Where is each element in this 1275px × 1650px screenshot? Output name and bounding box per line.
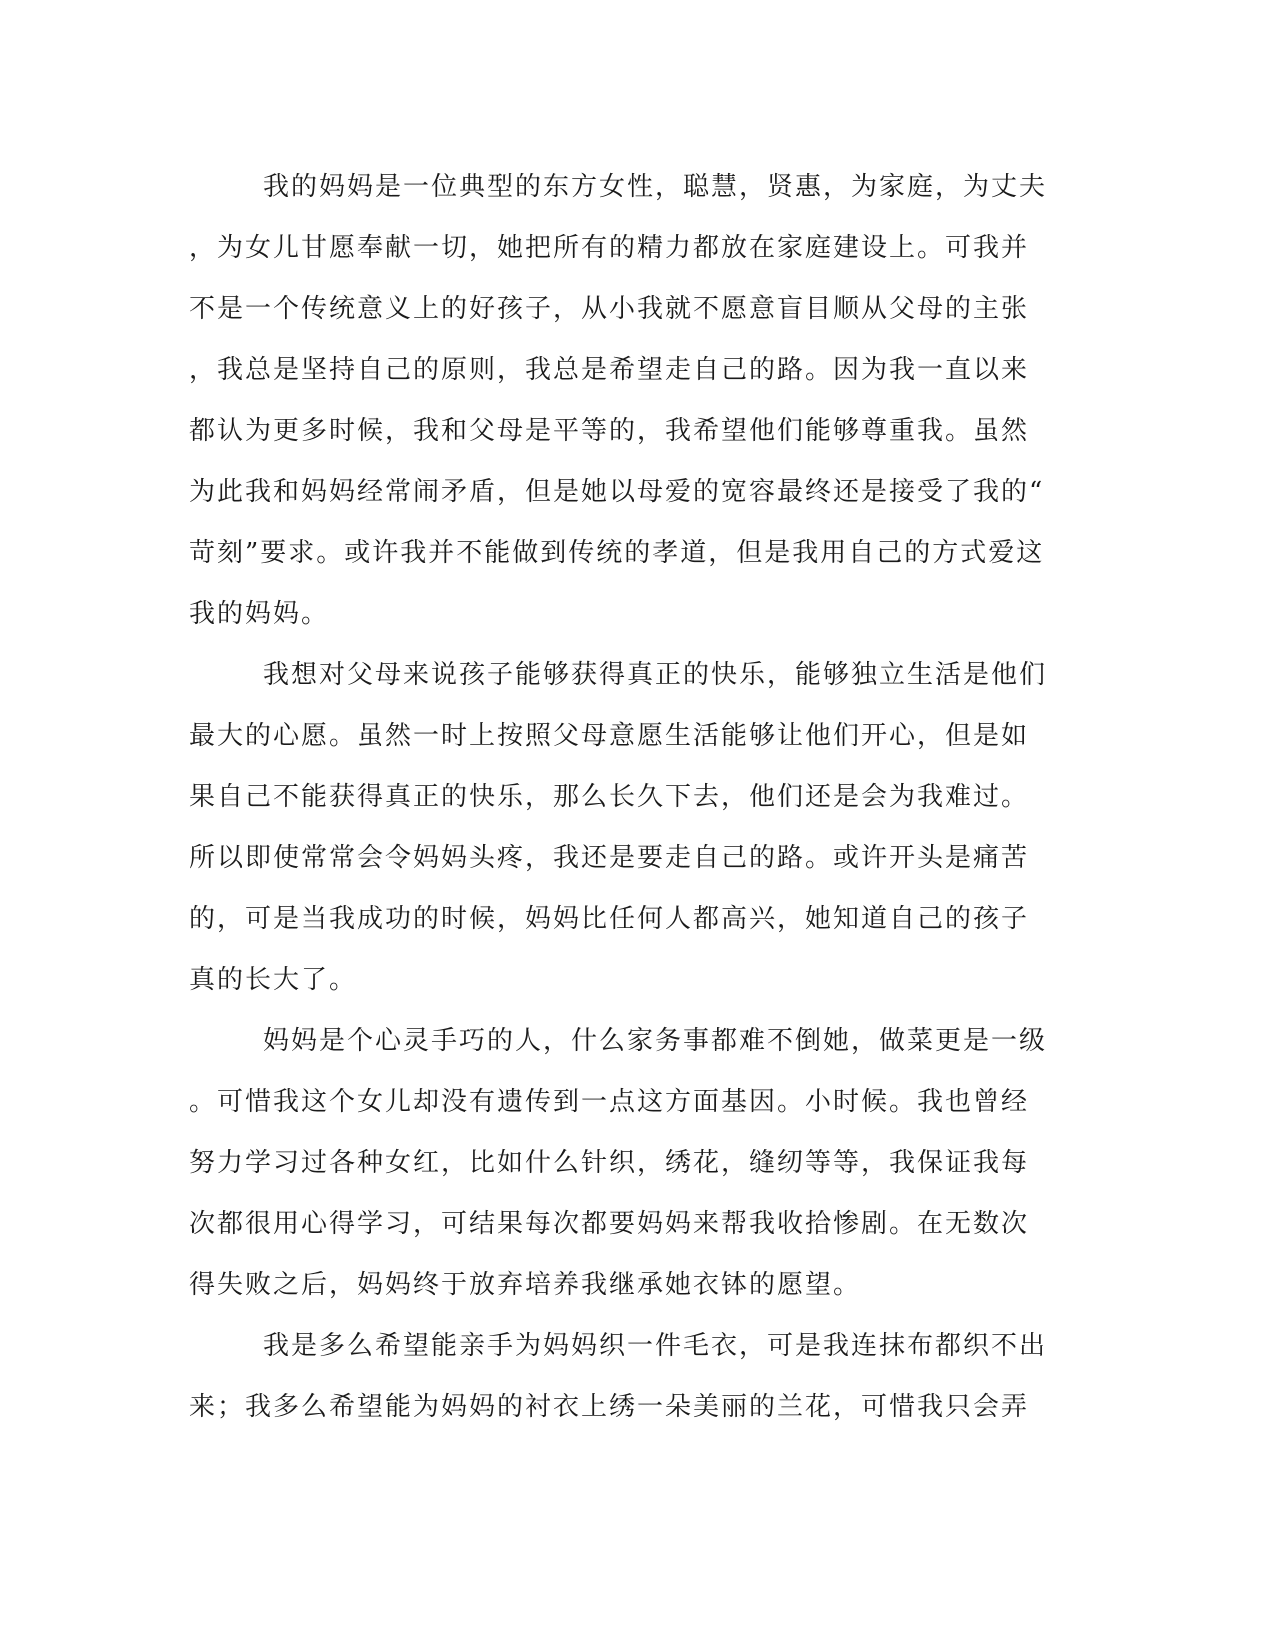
paragraph-3-line-3: 努力学习过各种女红，比如什么针织，绣花，缝纫等等，我保证我每 (189, 1148, 1030, 1178)
paragraph-1-line-7: 苛刻”要求。或许我并不能做到传统的孝道，但是我用自己的方式爱这 (189, 538, 1045, 568)
body-text (189, 157, 1079, 1438)
paragraph-1-line-5: 都认为更多时候，我和父母是平等的，我希望他们能够尊重我。虽然 (189, 416, 1030, 446)
paragraph-2-line-3: 果自己不能获得真正的快乐，那么长久下去，他们还是会为我难过。 (189, 782, 1030, 812)
paragraph-1-line-3: 不是一个传统意义上的好孩子，从小我就不愿意盲目顺从父母的主张 (189, 294, 1030, 324)
paragraph-4-line-2: 来；我多么希望能为妈妈的衬衣上绣一朵美丽的兰花，可惜我只会弄 (189, 1392, 1030, 1422)
paragraph-2-line-5: 的，可是当我成功的时候，妈妈比任何人都高兴，她知道自己的孩子 (189, 904, 1030, 934)
paragraph-2-line-1: 我想对父母来说孩子能够获得真正的快乐，能够独立生活是他们 (263, 660, 1048, 690)
paragraph-1-line-1: 我的妈妈是一位典型的东方女性，聪慧，贤惠，为家庭，为丈夫 (263, 172, 1048, 202)
paragraph-3-line-2: 。可惜我这个女儿却没有遗传到一点这方面基因。小时候。我也曾经 (189, 1087, 1030, 1117)
paragraph-3-line-1: 妈妈是个心灵手巧的人，什么家务事都难不倒她，做菜更是一级 (263, 1026, 1048, 1056)
paragraph-2-line-6: 真的长大了。 (189, 965, 358, 995)
paragraph-1-line-4: ，我总是坚持自己的原则，我总是希望走自己的路。因为我一直以来 (189, 355, 1030, 385)
paragraph-4-line-1: 我是多么希望能亲手为妈妈织一件毛衣，可是我连抹布都织不出 (263, 1331, 1048, 1361)
paragraph-3-line-5: 得失败之后，妈妈终于放弃培养我继承她衣钵的愿望。 (189, 1270, 862, 1300)
paragraph-2-line-4: 所以即使常常会令妈妈头疼，我还是要走自己的路。或许开头是痛苦 (189, 843, 1030, 873)
paragraph-3-line-4: 次都很用心得学习，可结果每次都要妈妈来帮我收拾惨剧。在无数次 (189, 1209, 1030, 1239)
paragraph-1-line-6: 为此我和妈妈经常闹矛盾，但是她以母爱的宽容最终还是接受了我的“ (189, 477, 1045, 507)
paragraph-1-line-8: 我的妈妈。 (189, 599, 330, 629)
paragraph-1-line-2: ，为女儿甘愿奉献一切，她把所有的精力都放在家庭建设上。可我并 (189, 233, 1030, 263)
paragraph-2-line-2: 最大的心愿。虽然一时上按照父母意愿生活能够让他们开心，但是如 (189, 721, 1030, 751)
